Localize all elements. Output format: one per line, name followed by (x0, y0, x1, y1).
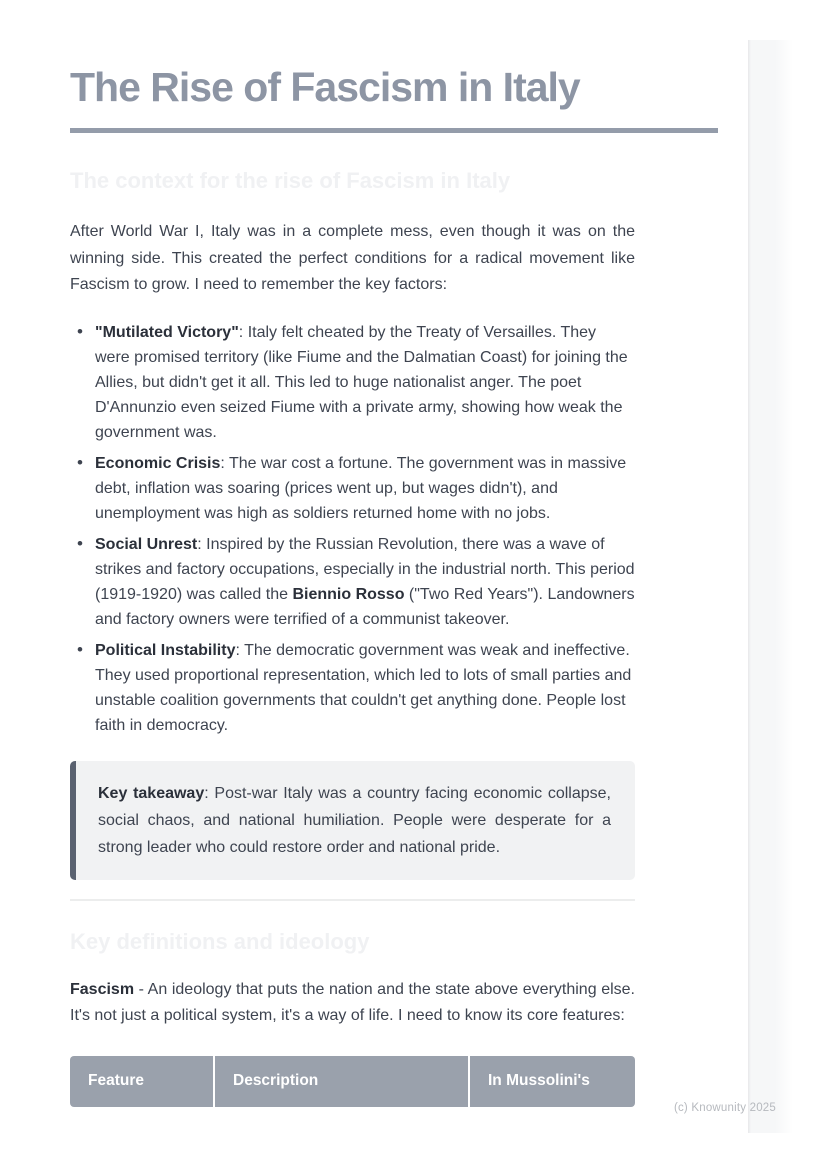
key-factors-list (70, 320, 635, 738)
definition-paragraph (70, 977, 635, 1030)
list-item-lead: Economic Crisis (95, 454, 221, 472)
list-item (70, 638, 635, 738)
list-item-lead: Political Instability (95, 641, 236, 659)
callout-lead: Key takeaway (98, 784, 205, 802)
list-item-lead: Social Unrest (95, 535, 198, 553)
list-item-text: : Inspired by the Russian Revolution, there was a wave of strikes and factory occupations, especially in the industrial north. This period (1919-1920) was called the (95, 535, 635, 603)
list-item-text: ("Two Red Years"). Landowners and factory owners were terrified of a communist takeover. (95, 585, 635, 628)
definition-term: Fascism (70, 980, 135, 998)
key-takeaway-callout (70, 761, 635, 880)
list-item-lead: "Mutilated Victory" (95, 323, 239, 341)
callout-text: : Post-war Italy was a country facing economic collapse, social chaos, and national humiliation. People were desperate for a strong leader who could restore order and national pride. (98, 784, 611, 856)
definition-text: - An ideology that puts the nation and the state above everything else. It's not just a political system, it's a way of life. I need to know its core features: (70, 980, 635, 1024)
page-title: The Rise of Fascism in Italy (70, 64, 580, 110)
list-item (70, 451, 635, 526)
list-item-text: : The war cost a fortune. The government was in massive debt, inflation was soaring (prices went up, but wages didn't), and unemployment was high as soldiers returned home with no jobs. (95, 454, 627, 522)
section-divider (70, 899, 635, 901)
section-heading-definitions: Key definitions and ideology (70, 928, 370, 954)
list-item-text: : The democratic government was weak and ineffective. They used proportional representation, which led to lots of small parties and unstable coalition governments that couldn't get anything done. People lost faith in democracy. (95, 641, 632, 734)
list-item (70, 532, 635, 632)
features-table-header-row (70, 1056, 635, 1107)
knowunity-watermark: (c) Knowunity 2025 (673, 1102, 776, 1114)
table-header-description: Description (215, 1056, 468, 1107)
list-item (70, 320, 635, 445)
section-heading-context: The context for the rise of Fascism in Italy (70, 168, 511, 193)
list-item-text: : Italy felt cheated by the Treaty of Versailles. They were promised territory (like Fiume and the Dalmatian Coast) for joining the Allies, but didn't get it all. This led to huge nationalist anger. The poet D'Annunzio even seized Fiume with a private army, showing how weak the government was. (95, 323, 628, 441)
document-content (70, 0, 635, 1107)
list-item-bold-term: Biennio Rosso (292, 585, 405, 603)
table-header-feature: Feature (70, 1056, 213, 1107)
intro-paragraph: After World War I, Italy was in a complete mess, even though it was on the winning side. This created the perfect conditions for a radical movement like Fascism to grow. I need to remember the key factors: (70, 223, 635, 293)
title-underline (70, 128, 718, 133)
table-header-mussolini: In Mussolini's (470, 1056, 635, 1107)
page-edge-shadow (748, 40, 793, 1133)
